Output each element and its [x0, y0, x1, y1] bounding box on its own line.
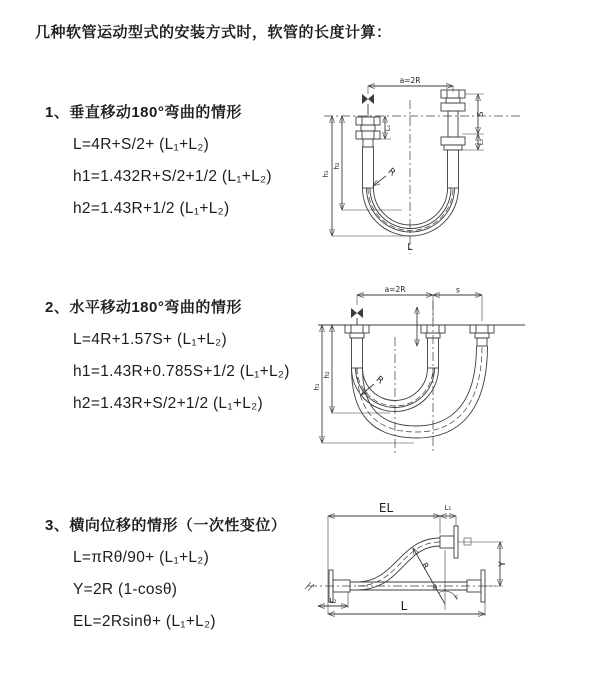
dim-h2-label: h₂	[323, 371, 331, 379]
formula-h2: h2=1.43R+1/2 (L₁+L₂)	[73, 200, 230, 217]
section-2	[45, 296, 290, 427]
dim-s-label: s	[456, 285, 460, 295]
angle-theta-label: θ	[432, 584, 438, 592]
formula-length: L=4R+1.57S+ (L₁+L₂)	[73, 331, 227, 348]
valve-icon	[362, 94, 374, 117]
dim-s-label: S	[476, 111, 485, 117]
dim-y-label: Y	[498, 561, 508, 567]
dimension-a	[357, 295, 433, 321]
right-pipe-fitting	[470, 325, 494, 346]
dimension-s	[433, 295, 482, 321]
diagram-horizontal-180	[310, 285, 600, 460]
dim-a-label: a=2R	[384, 285, 406, 294]
dim-el-label: EL	[378, 501, 394, 515]
radius-label: R	[385, 166, 397, 179]
formula-h1: h1=1.43R+0.785S+1/2 (L₁+L₂)	[73, 363, 290, 380]
centerlines	[324, 100, 522, 254]
u-bend-hose	[363, 188, 459, 236]
u-bend-hose-shifted	[352, 346, 488, 438]
left-pipe-fitting	[345, 325, 369, 368]
diagram-2-svg	[310, 285, 600, 460]
formula-h2: h2=1.43R+S/2+1/2 (L₁+L₂)	[73, 395, 263, 412]
diagram-vertical-180	[310, 70, 600, 262]
radius-label: R	[419, 561, 431, 571]
break-mark	[305, 582, 314, 591]
formula-h1: h1=1.432R+S/2+1/2 (L₁+L₂)	[73, 168, 272, 185]
page-title: 几种软管运动型式的安装方式时，软管的长度计算：	[35, 24, 392, 41]
section-3	[45, 514, 286, 645]
formula-length: L=πRθ/90+ (L₁+L₂)	[73, 549, 210, 566]
dim-l-label: L	[400, 599, 408, 613]
dim-l2-label: L₂	[329, 597, 337, 605]
diagram-3-svg	[300, 496, 600, 646]
dim-h1-label: h₁	[322, 170, 330, 178]
dimension-y	[458, 538, 503, 586]
dimension-h1	[322, 325, 414, 443]
dim-h2-label: h₂	[333, 162, 341, 170]
centerlines	[395, 301, 433, 455]
section-2-heading: 2、水平移动180°弯曲的情形	[45, 299, 242, 316]
dimension-l1	[440, 516, 456, 526]
formula-length: L=4R+S/2+ (L₁+L₂)	[73, 136, 210, 153]
radius-construction	[413, 548, 457, 610]
dimension-a	[368, 86, 453, 94]
dim-h1-label: h₁	[313, 383, 321, 391]
section-1	[45, 101, 272, 232]
right-pipe-fitting	[441, 90, 465, 188]
radius-leader	[373, 176, 386, 186]
valve-icon	[351, 308, 363, 325]
dimension-h1	[332, 116, 410, 236]
diagram-lateral-displacement	[300, 496, 600, 646]
radius-label: R	[373, 374, 385, 387]
section-1-heading: 1、垂直移动180°弯曲的情形	[45, 104, 242, 121]
upper-flange-displaced	[440, 526, 458, 558]
dimension-h2	[342, 116, 402, 210]
dim-l1-label: L₁	[444, 504, 452, 512]
length-label: L	[407, 242, 413, 253]
dim-l1-label: L₁	[384, 124, 392, 132]
break-square	[464, 538, 471, 545]
dim-a-label: a=2R	[399, 76, 421, 85]
section-3-heading: 3、横向位移的情形（一次性变位）	[45, 517, 287, 534]
diagram-1-svg	[310, 70, 600, 262]
formula-el: EL=2Rsinθ+ (L₁+L₂)	[73, 613, 216, 630]
formula-y: Y=2R (1-cosθ)	[73, 581, 178, 598]
left-pipe-fitting	[356, 117, 380, 188]
dim-l2-label: L₂	[477, 138, 485, 146]
